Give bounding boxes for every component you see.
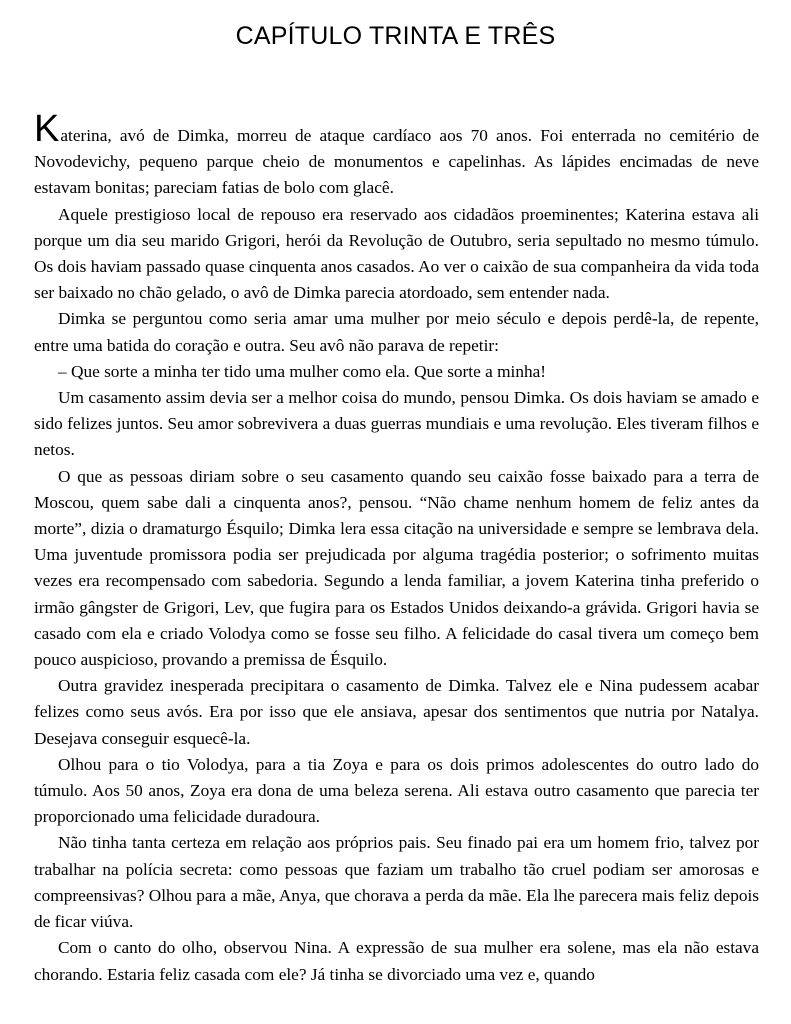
paragraph-6: O que as pessoas diriam sobre o seu casamento quando seu caixão fosse baixado para a terra de Moscou, quem sabe dali a cinquenta anos?, pensou. “Não chame nenhum homem de feliz antes da morte”, dizia o dramaturgo Ésquilo; Dimka lera essa citação na universidade e sempre se lembrava dela. Uma juventude promissora podia ser prejudicada por alguma tragédia posterior; o sofrimento muitas vezes era recompensado com sabedoria. Segundo a lenda familiar, a jovem Katerina tinha preferido o irmão gângster de Grigori, Lev, que fugira para os Estados Unidos deixando-a grávida. Grigori havia se casado com ela e criado Volodya como se fosse seu filho. A felicidade do casal tivera um começo bem pouco auspicioso, provando a premissa de Ésquilo. xyxy=(34,466,759,670)
paragraph-7: Outra gravidez inesperada precipitara o casamento de Dimka. Talvez ele e Nina pudessem acabar felizes como seus avós. Era por isso que ele ansiava, apesar dos sentimentos que nutria por Natalya. Desejava conseguir esquecê-la. xyxy=(34,676,759,748)
paragraph-1 xyxy=(34,108,759,202)
chapter-body xyxy=(34,108,759,988)
paragraph-2: Aquele prestigioso local de repouso era reservado aos cidadãos proeminentes; Katerina estava ali porque um dia seu marido Grigori, herói da Revolução de Outubro, seria sepultado no mesmo túmulo. Os dois haviam passado quase cinquenta anos casados. Ao ver o caixão de sua companheira da vida toda ser baixado no chão gelado, o avô de Dimka parecia atordoado, sem entender nada. xyxy=(34,204,759,303)
drop-cap: K xyxy=(34,108,60,150)
dialogue-line: – Que sorte a minha ter tido uma mulher como ela. Que sorte a minha! xyxy=(58,361,547,381)
chapter-title: CAPÍTULO TRINTA E TRÊS xyxy=(235,22,556,50)
paragraph-10: Com o canto do olho, observou Nina. A expressão de sua mulher era solene, mas ela não estava chorando. Estaria feliz casada com ele? Já tinha se divorciado uma vez e, quando xyxy=(34,938,759,984)
paragraph-9: Não tinha tanta certeza em relação aos próprios pais. Seu finado pai era um homem frio, talvez por trabalhar na polícia secreta: como pessoas que faziam um trabalho tão cruel podiam ser amorosas e compreensivas? Olhou para a mãe, Anya, que chorava a perda da mãe. Ela lhe parecera mais feliz depois de ficar viúva. xyxy=(34,833,759,932)
paragraph-5: Um casamento assim devia ser a melhor coisa do mundo, pensou Dimka. Os dois haviam se amado e sido felizes juntos. Seu amor sobrevivera a duas guerras mundiais e uma revolução. Eles tiveram filhos e netos. xyxy=(34,388,759,460)
paragraph-text: aterina, avó de Dimka, morreu de ataque cardíaco aos 70 anos. Foi enterrada no cemitério de Novodevichy, pequeno parque cheio de monumentos e capelinhas. As lápides encimadas de neve estavam bonitas; pareciam fatias de bolo com glacê. xyxy=(34,126,759,198)
paragraph-8: Olhou para o tio Volodya, para a tia Zoya e para os dois primos adolescentes do outro lado do túmulo. Aos 50 anos, Zoya era dona de uma beleza serena. Ali estava outro casamento que parecia ter proporcionado uma felicidade duradoura. xyxy=(34,754,759,827)
paragraph-3: Dimka se perguntou como seria amar uma mulher por meio século e depois perdê-la, de repente, entre uma batida do coração e outra. Seu avô não parava de repetir: xyxy=(34,309,759,355)
